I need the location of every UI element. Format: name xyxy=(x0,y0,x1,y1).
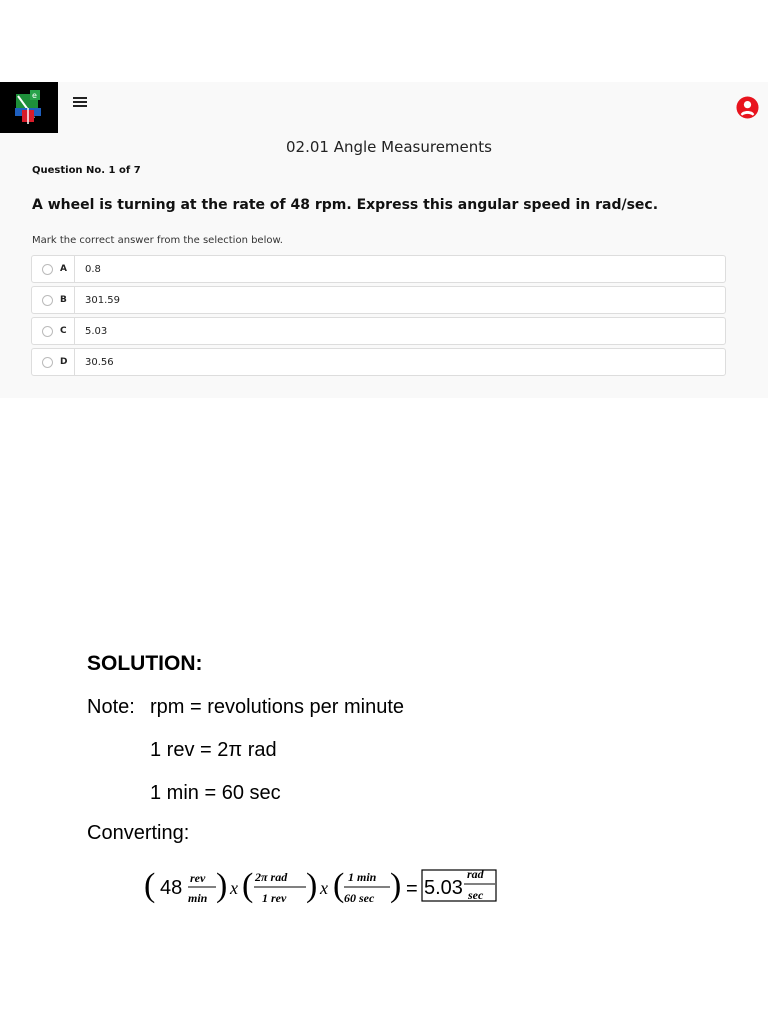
svg-text:(: ( xyxy=(242,867,254,904)
top-whitespace xyxy=(0,0,768,82)
choice-b-selector xyxy=(32,287,75,313)
formula-value: 48 xyxy=(160,877,183,899)
formula-den: min xyxy=(188,891,208,905)
converting-label: Converting: xyxy=(87,822,190,844)
formula-times: x xyxy=(320,878,328,898)
app-logo[interactable] xyxy=(0,82,58,133)
choice-c-selector xyxy=(32,318,75,344)
svg-text:(: ( xyxy=(144,867,156,904)
page-title: 02.01 Angle Measurements xyxy=(286,138,492,156)
formula-num: rev xyxy=(190,871,206,885)
svg-text:(: ( xyxy=(333,867,345,904)
choice-letter: A xyxy=(60,264,67,274)
choice-a[interactable] xyxy=(31,255,726,283)
choice-c[interactable] xyxy=(31,317,726,345)
choice-value: 0.8 xyxy=(85,263,101,275)
question-instruction: Mark the correct answer from the selection below. xyxy=(32,235,283,246)
formula-den: sec xyxy=(468,888,484,902)
formula-den: 60 sec xyxy=(344,891,375,905)
choice-a-selector xyxy=(32,256,75,282)
formula-num: 2π rad xyxy=(255,870,288,884)
hamburger-icon[interactable] xyxy=(72,95,88,109)
formula-equals: = xyxy=(406,878,418,900)
choice-b[interactable] xyxy=(31,286,726,314)
formula-den: 1 rev xyxy=(262,891,287,905)
choice-d-selector xyxy=(32,349,75,375)
answer-choices xyxy=(31,255,726,379)
question-text: A wheel is turning at the rate of 48 rpm. Express this angular speed in rad/sec. xyxy=(32,197,659,213)
note-line-rev: 1 rev = 2π rad xyxy=(150,739,277,761)
formula-result: 5.03 xyxy=(424,877,463,899)
user-circle-icon[interactable] xyxy=(736,96,759,119)
radio-button[interactable] xyxy=(42,326,53,337)
solution-image xyxy=(0,628,768,978)
radio-button[interactable] xyxy=(42,357,53,368)
radio-button[interactable] xyxy=(42,264,53,275)
question-number: Question No. 1 of 7 xyxy=(32,165,141,176)
conversion-formula xyxy=(144,864,504,914)
choice-letter: D xyxy=(60,357,68,367)
note-label: Note: xyxy=(87,696,135,718)
svg-text:): ) xyxy=(390,867,402,904)
choice-d[interactable] xyxy=(31,348,726,376)
solution-title: SOLUTION: xyxy=(87,652,203,675)
choice-value: 5.03 xyxy=(85,325,108,337)
radio-button[interactable] xyxy=(42,295,53,306)
note-line-rpm: rpm = revolutions per minute xyxy=(150,696,405,718)
svg-text:): ) xyxy=(306,867,318,904)
note-line-min: 1 min = 60 sec xyxy=(150,782,281,804)
formula-times: x xyxy=(230,878,238,898)
quiz-panel xyxy=(0,82,768,398)
choice-value: 30.56 xyxy=(85,356,114,368)
choice-value: 301.59 xyxy=(85,294,120,306)
svg-text:): ) xyxy=(216,867,228,904)
choice-letter: C xyxy=(60,326,67,336)
formula-num: rad xyxy=(467,867,484,881)
choice-letter: B xyxy=(60,295,67,305)
formula-num: 1 min xyxy=(348,870,377,884)
svg-text:e: e xyxy=(32,91,37,100)
